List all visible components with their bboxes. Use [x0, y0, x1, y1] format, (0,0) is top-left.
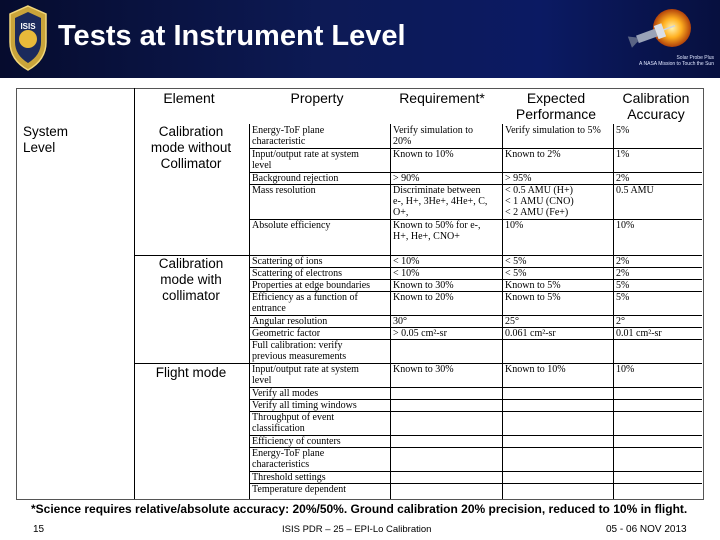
column-header-calibration-accuracy: [612, 90, 700, 122]
cell-property-line: Energy-ToF plane: [252, 448, 325, 459]
cell-property: [252, 280, 370, 291]
cell-accuracy: [616, 256, 629, 267]
cell-requirement-line: > 0.05 cm²-sr: [393, 328, 447, 339]
cell-expected: [505, 280, 561, 291]
cell-property: [252, 388, 318, 399]
element-group-label-line: Calibration: [158, 256, 224, 271]
cell-property: [252, 149, 359, 171]
cell-requirement: [393, 173, 419, 184]
cell-property-line: Verify all timing windows: [252, 400, 357, 411]
cell-expected-line: > 95%: [505, 173, 532, 184]
element-group-label-line: Flight mode: [155, 365, 227, 380]
page-number: 15: [33, 524, 45, 535]
cell-property: [252, 412, 334, 434]
cell-expected: [505, 256, 526, 267]
element-group-label: [136, 256, 246, 304]
cell-property: [252, 436, 341, 447]
cell-accuracy-line: 2°: [616, 316, 625, 327]
column-header-requirement: Requirement*: [399, 90, 485, 106]
cell-property: [252, 125, 324, 147]
mission-line-2: A NASA Mission to Touch the Sun: [639, 61, 714, 67]
cell-property-line: level: [252, 160, 272, 171]
cell-accuracy-line: 10%: [616, 364, 635, 375]
cell-property-line: Efficiency as a function of: [252, 292, 358, 303]
cell-property-line: Scattering of ions: [252, 256, 323, 267]
cell-accuracy: [616, 220, 634, 231]
cell-property-line: level: [252, 375, 272, 386]
cell-accuracy-line: 10%: [616, 220, 635, 231]
table-divider: [502, 124, 503, 499]
cell-expected: [505, 316, 519, 327]
cell-requirement-line: < 10%: [393, 256, 420, 267]
column-header-property: Property: [290, 90, 344, 106]
mission-tagline: [618, 55, 714, 67]
cell-accuracy: [616, 268, 629, 279]
cell-requirement-line: e-, H+, 3He+, 4He+, C,: [393, 196, 488, 207]
column-header-accuracy-line: Accuracy: [627, 106, 685, 122]
cell-accuracy-line: 2%: [616, 173, 630, 184]
cell-expected: [505, 185, 574, 218]
cell-property: [252, 484, 346, 495]
cell-property: [252, 268, 342, 279]
cell-property-line: Scattering of electrons: [252, 268, 342, 279]
cell-requirement-line: > 90%: [393, 173, 420, 184]
cell-property: [252, 448, 324, 470]
table-divider: [134, 88, 135, 499]
cell-requirement-line: Known to 50% for e-,: [393, 220, 481, 231]
cell-property-line: Energy-ToF plane: [252, 125, 325, 136]
cell-expected: [505, 220, 523, 231]
spacecraft-sun-icon: [620, 8, 696, 56]
cell-expected: [505, 328, 556, 339]
cell-property-line: Input/output rate at system: [252, 364, 359, 375]
cell-accuracy: [616, 149, 629, 160]
cell-expected: [505, 125, 601, 136]
cell-property: [252, 220, 330, 231]
cell-property-line: Geometric factor: [252, 328, 321, 339]
system-level-line: System: [23, 124, 69, 139]
cell-requirement: [393, 256, 419, 267]
table-frame: [16, 88, 704, 500]
cell-accuracy: [616, 125, 629, 136]
cell-requirement-line: Verify simulation to: [393, 125, 473, 136]
cell-requirement-line: Known to 30%: [393, 280, 454, 291]
cell-requirement: [393, 328, 447, 339]
cell-property-line: Input/output rate at system: [252, 149, 359, 160]
element-group-label: [136, 365, 246, 381]
element-group-label-line: mode without: [150, 140, 232, 155]
cell-property-line: Properties at edge boundaries: [252, 280, 371, 291]
cell-property-line: Temperature dependent: [252, 484, 346, 495]
cell-property-line: Background rejection: [252, 173, 339, 184]
cell-expected-line: Verify simulation to 5%: [505, 125, 601, 136]
cell-accuracy: [616, 364, 634, 375]
cell-expected-line: Known to 2%: [505, 149, 561, 160]
cell-requirement-line: Known to 20%: [393, 292, 454, 303]
cell-expected-line: < 5%: [505, 268, 527, 279]
cell-expected-line: < 0.5 AMU (H+): [505, 185, 573, 196]
system-level-label: [23, 124, 68, 156]
element-group-label-line: Collimator: [160, 156, 222, 171]
cell-property: [252, 400, 357, 411]
cell-requirement: [393, 268, 419, 279]
cell-property-line: Mass resolution: [252, 185, 316, 196]
cell-requirement: [393, 364, 454, 375]
cell-property-line: Angular resolution: [252, 316, 328, 327]
cell-requirement-line: Discriminate between: [393, 185, 481, 196]
cell-accuracy: [616, 292, 629, 303]
cell-property-line: entrance: [252, 303, 286, 314]
cell-accuracy: [616, 280, 629, 291]
cell-property-line: Throughput of event: [252, 412, 335, 423]
column-header-expected-line: Expected: [526, 90, 586, 106]
cell-requirement-line: 20%: [393, 136, 412, 147]
cell-accuracy-line: 5%: [616, 292, 630, 303]
cell-expected: [505, 173, 531, 184]
cell-property-line: Threshold settings: [252, 472, 326, 483]
cell-property: [252, 256, 323, 267]
cell-accuracy: [616, 316, 625, 327]
cell-property: [252, 340, 346, 362]
element-group-label-line: mode with: [160, 272, 222, 287]
cell-expected-line: < 5%: [505, 256, 527, 267]
cell-property-line: characteristic: [252, 136, 306, 147]
cell-accuracy-line: 1%: [616, 149, 630, 160]
column-header-expected-line: Performance: [515, 106, 597, 122]
cell-requirement-line: Known to 10%: [393, 149, 454, 160]
cell-requirement-line: O+,: [393, 207, 409, 218]
cell-property: [252, 185, 316, 196]
mission-line-1: Solar Probe Plus: [676, 55, 714, 61]
cell-property-line: previous measurements: [252, 351, 347, 362]
cell-accuracy-line: 2%: [616, 268, 630, 279]
cell-requirement: [393, 280, 454, 291]
cell-requirement: [393, 292, 454, 303]
table-divider: [613, 124, 614, 499]
cell-property: [252, 328, 320, 339]
cell-accuracy-line: 0.01 cm²-sr: [616, 328, 662, 339]
element-group-label-line: Calibration: [158, 124, 224, 139]
cell-expected: [505, 292, 561, 303]
cell-expected-line: < 1 AMU (CNO): [505, 196, 574, 207]
column-header-element: Element: [163, 90, 215, 106]
cell-requirement: [393, 185, 487, 218]
cell-expected: [505, 268, 526, 279]
cell-property-line: Verify all modes: [252, 388, 319, 399]
cell-expected-line: Known to 5%: [505, 292, 561, 303]
cell-property-line: characteristics: [252, 459, 310, 470]
cell-expected-line: 0.061 cm²-sr: [505, 328, 556, 339]
cell-property: [252, 173, 338, 184]
cell-requirement-line: Known to 30%: [393, 364, 454, 375]
cell-accuracy: [616, 328, 662, 339]
cell-accuracy-line: 2%: [616, 256, 630, 267]
cell-expected-line: 25°: [505, 316, 519, 327]
table-divider: [390, 124, 391, 499]
cell-expected-line: Known to 5%: [505, 280, 561, 291]
element-group-label-line: collimator: [162, 288, 220, 303]
cell-accuracy-line: 0.5 AMU: [616, 185, 654, 196]
cell-requirement: [393, 316, 407, 327]
cell-expected: [505, 149, 561, 160]
cell-expected-line: < 2 AMU (Fe+): [505, 207, 569, 218]
cell-property: [252, 292, 358, 314]
logo-text: ISIS: [20, 22, 36, 31]
cell-property-line: Efficiency of counters: [252, 436, 341, 447]
cell-requirement-line: H+, He+, CNO+: [393, 231, 460, 242]
footnote: *Science requires relative/absolute accuracy: 20%/50%. Ground calibration 20% precision, reduced to 10% in flight.: [31, 502, 688, 516]
footer-title: ISIS PDR – 25 – EPI-Lo Calibration: [282, 524, 432, 535]
cell-accuracy: [616, 185, 654, 196]
cell-property: [252, 472, 326, 483]
slide-title: Tests at Instrument Level: [58, 20, 406, 52]
column-header-expected-performance: [504, 90, 608, 122]
element-group-label: [136, 124, 246, 172]
cell-requirement: [393, 220, 480, 242]
system-level-line: Level: [23, 140, 56, 155]
cell-expected-line: Known to 10%: [505, 364, 566, 375]
cell-accuracy-line: 5%: [616, 280, 630, 291]
cell-requirement: [393, 149, 454, 160]
cell-property: [252, 364, 359, 386]
cell-accuracy-line: 5%: [616, 125, 630, 136]
cell-property-line: Full calibration: verify: [252, 340, 343, 351]
cell-requirement-line: 30°: [393, 316, 407, 327]
cell-accuracy: [616, 173, 629, 184]
cell-requirement-line: < 10%: [393, 268, 420, 279]
footer-date: 05 - 06 NOV 2013: [606, 524, 687, 535]
table-divider: [249, 124, 250, 499]
cell-property-line: classification: [252, 423, 305, 434]
cell-expected-line: 10%: [505, 220, 524, 231]
cell-expected: [505, 364, 566, 375]
cell-property-line: Absolute efficiency: [252, 220, 331, 231]
column-header-accuracy-line: Calibration: [622, 90, 690, 106]
isis-logo-icon: [6, 4, 50, 74]
cell-requirement: [393, 125, 473, 147]
cell-property: [252, 316, 327, 327]
